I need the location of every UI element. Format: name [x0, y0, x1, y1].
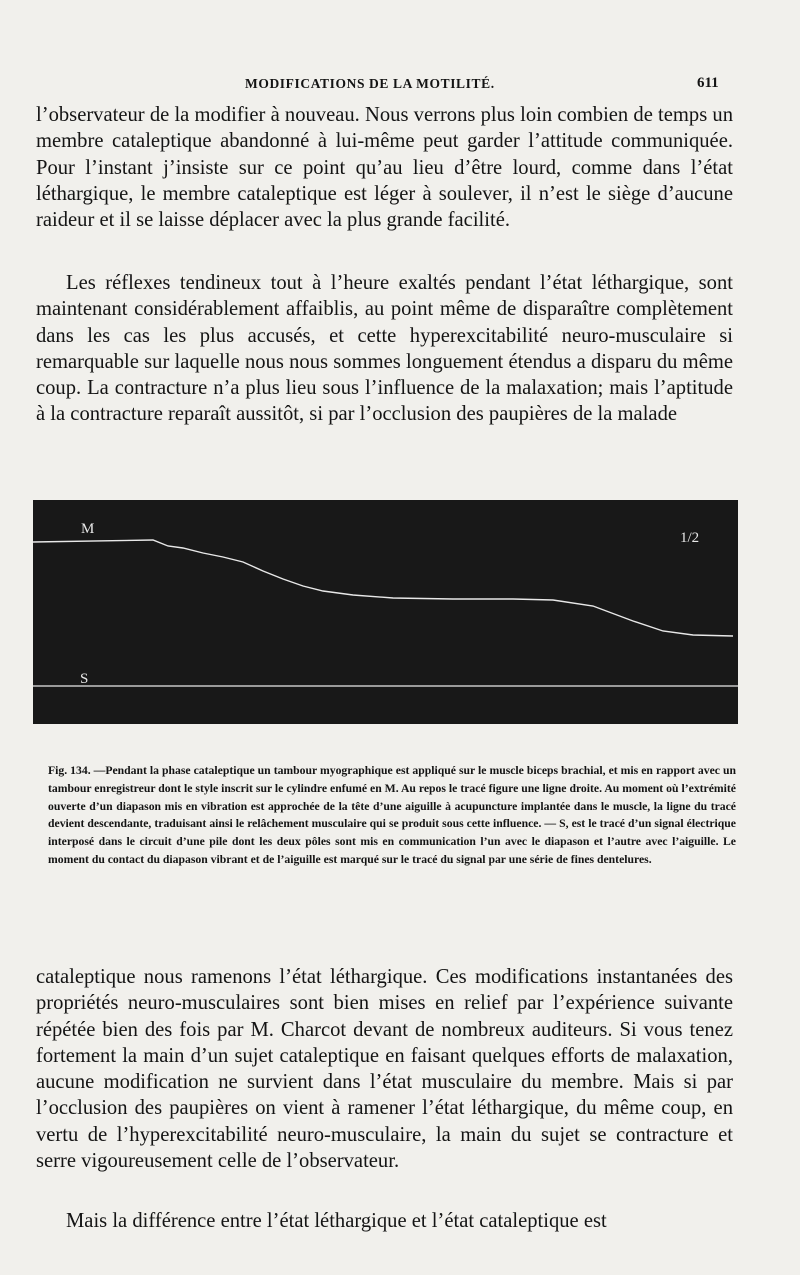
figure-caption — [48, 762, 736, 869]
running-head — [0, 76, 800, 98]
paragraph-4: Mais la différence entre l’état léthargique et l’état cataleptique est — [66, 1210, 607, 1232]
fraction-label: 1/2 — [680, 530, 700, 546]
running-title: MODIFICATIONS DE LA MOTILITÉ. — [245, 76, 495, 91]
paragraph-3: cataleptique nous ramenons l’état léthargique. Ces modifications instantanées des propriétés neuro-musculaires sont bien mises en relief par l’expérience suivante répétée bien des fois par M. Charcot devant de nombreux auditeurs. Si vous tenez fortement la main d’un sujet cataleptique en faisant quelques efforts de malaxation, aucune modification ne survient dans l’état musculaire du membre. Mais si par l’occlusion des paupières on vient à ramener l’état léthargique, du même coup, en vertu de l’hyperexcitabilité neuro-musculaire, la main du sujet se contracture et serre vigoureusement celle de l’observateur. — [36, 966, 733, 1173]
smoked-cylinder-background — [33, 500, 738, 724]
paragraph-1: l’observateur de la modifier à nouveau. Nous verrons plus loin combien de temps un membre cataleptique abandonné à lui-même peut garder l’attitude communiquée. Pour l’instant j’insiste sur ce point qu’au lieu d’être lourd, comme dans l’état léthargique, le membre cataleptique est léger à soulever, il n’est le siège d’aucune raideur et il se laisse déplacer avec la plus grande facilité. — [36, 104, 733, 232]
figure-caption-text: —Pendant la phase cataleptique un tambour myographique est appliqué sur le muscle biceps brachial, et mis en rapport avec un tambour enregistreur dont le style inscrit sur le cylindre enfumé en M. Au repos le tracé figure une ligne droite. Au moment où l’extrémité ouverte d’un diapason mis en vibration est approchée de la tête d’une aiguille à acupuncture implantée dans le muscle, la ligne du tracé devient descendante, traduisant ainsi le relâchement musculaire qui se produit sous cette influence. — S, est le tracé d’un signal électrique interposé dans le circuit d’une pile dont les deux pôles sont mis en communication l’un avec le diapason et l’autre avec l’aiguille. Le moment du contact du diapason vibrant et de l’aiguille est marqué sur le tracé du signal par une série de fines dentelures. — [48, 764, 736, 866]
paragraph-2: Les réflexes tendineux tout à l’heure exaltés pendant l’état léthargique, sont maintenant considérablement affaiblis, au point même de disparaître complètement dans les cas les plus accusés, et cette hyperexcitabilité neuro-musculaire si remarquable sur laquelle nous nous sommes longuement étendus a disparu du même coup. La contracture n’a plus lieu sous l’influence de la malaxation; mais l’aptitude à la contracture reparaît aussitôt, si par l’occlusion des paupières de la malade — [36, 272, 733, 426]
page-number: 611 — [697, 75, 719, 91]
trace-label-s: S — [80, 671, 89, 687]
figure-caption-number: Fig. 134. — [48, 764, 91, 777]
trace-label-m: M — [81, 521, 95, 537]
myograph-figure — [33, 500, 738, 724]
myograph-trace-plate — [33, 500, 738, 724]
